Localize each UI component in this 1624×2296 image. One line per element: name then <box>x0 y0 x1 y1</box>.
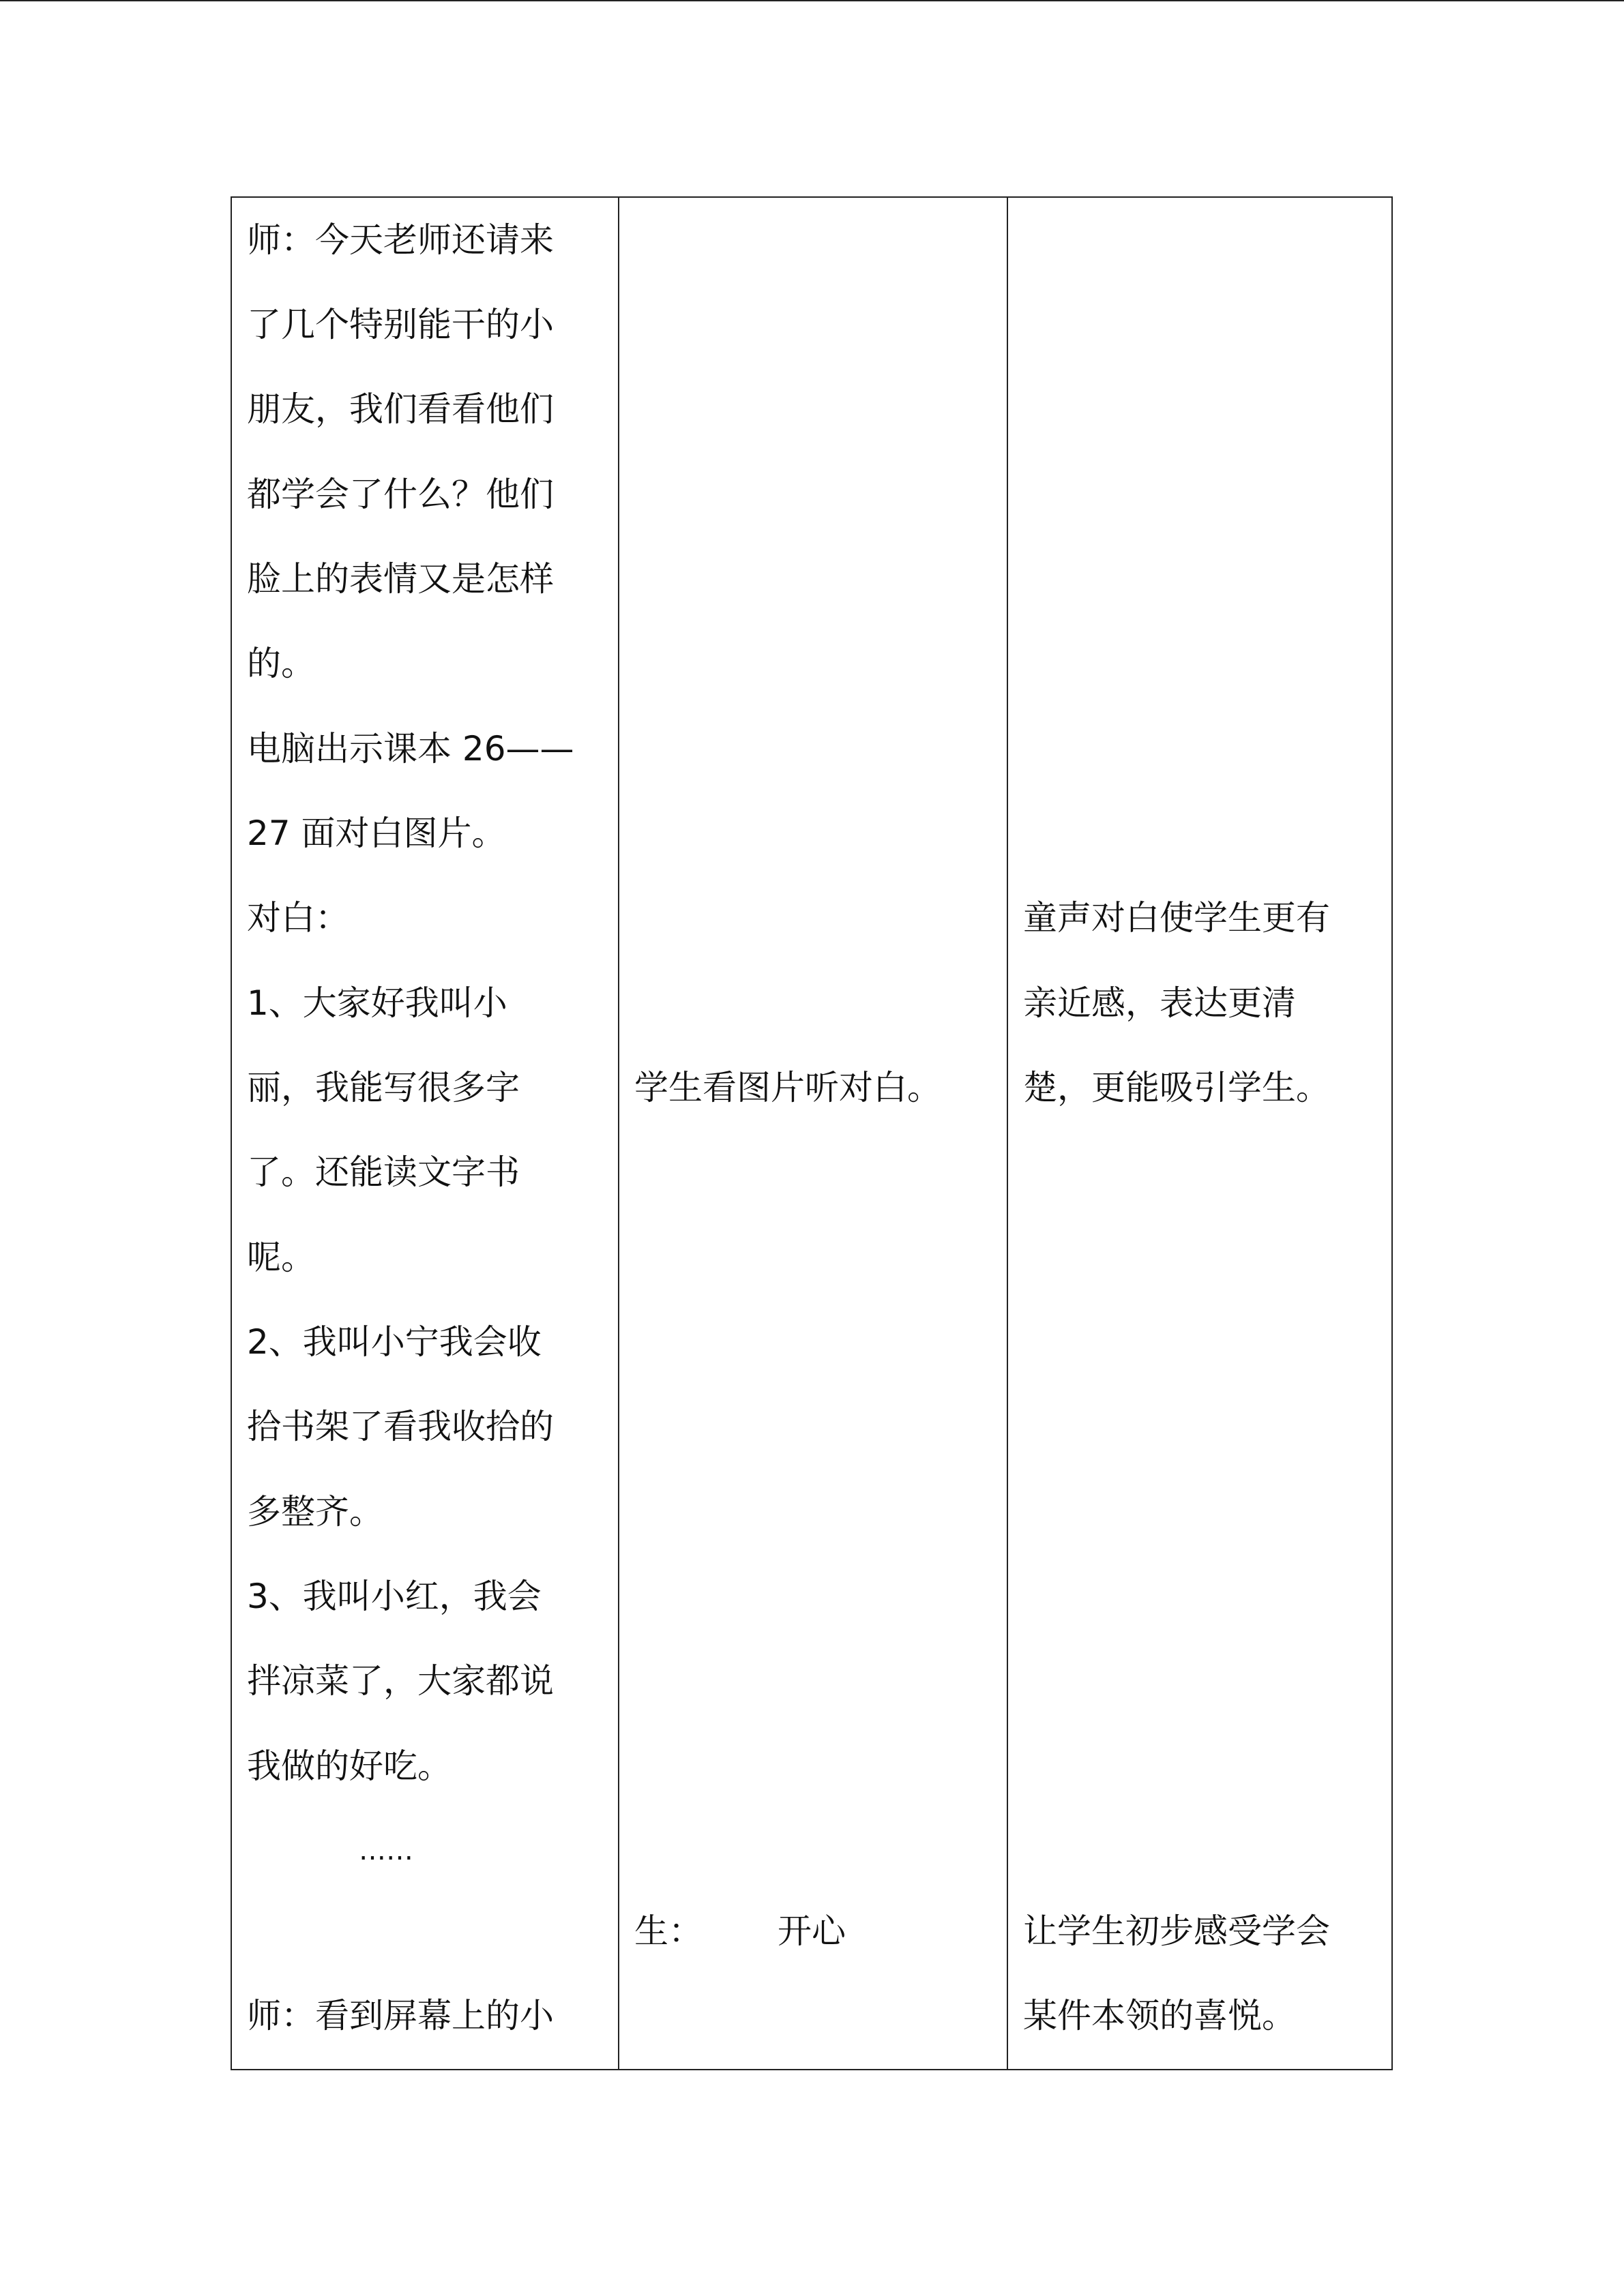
text-line: 某件本领的喜悦。 <box>1023 1996 1296 2036</box>
text-line: 童声对白使学生更有 <box>1023 898 1330 938</box>
text-line: 师：今天老师还请来 <box>247 220 554 260</box>
text-line: 亲近感，表达更清 <box>1023 983 1296 1023</box>
text-line: 3、我叫小红，我会 <box>247 1577 542 1616</box>
text-line: 让学生初步感受学会 <box>1023 1911 1330 1951</box>
text-line: 楚，更能吸引学生。 <box>1023 1068 1330 1107</box>
design-intent-cell <box>1008 198 1394 2069</box>
text-line: 丽，我能写很多字 <box>247 1068 520 1107</box>
ellipsis: …… <box>359 1835 413 1866</box>
text-line: 了几个特别能干的小 <box>247 305 554 344</box>
text-line: 脸上的表情又是怎样 <box>247 559 554 599</box>
student-activity-text: 学生看图片听对白。 <box>634 1068 941 1107</box>
text-line: 拾书架了看我收拾的 <box>247 1407 554 1446</box>
text-line: 呢。 <box>247 1238 315 1277</box>
text-line: 2、我叫小宁我会收 <box>247 1322 542 1362</box>
text-line: 了。还能读文字书 <box>247 1152 520 1192</box>
text-line: 多整齐。 <box>247 1492 383 1532</box>
student-label: 生： <box>634 1911 703 1951</box>
text-line: 都学会了什么？他们 <box>247 475 554 514</box>
text-line: 对白： <box>247 898 349 938</box>
text-line: 师：看到屏幕上的小 <box>247 1996 554 2036</box>
teaching-process-cell <box>232 198 618 2069</box>
text-line: 我做的好吃。 <box>247 1746 452 1786</box>
text-line: 1、大家好我叫小 <box>247 983 507 1023</box>
text-line: 拌凉菜了，大家都说 <box>247 1661 554 1701</box>
student-answer: 开心 <box>778 1911 846 1951</box>
lesson-plan-table <box>231 196 1393 2070</box>
text-line: 朋友，我们看看他们 <box>247 389 554 429</box>
text-line: 27 面对白图片。 <box>247 814 506 853</box>
text-line: 电脑出示课本 26—— <box>247 729 574 769</box>
student-activity-cell <box>619 198 1007 2069</box>
page-top-rule <box>0 0 1624 1</box>
student-answer-line <box>634 1911 846 1952</box>
text-line: 的。 <box>247 644 315 683</box>
